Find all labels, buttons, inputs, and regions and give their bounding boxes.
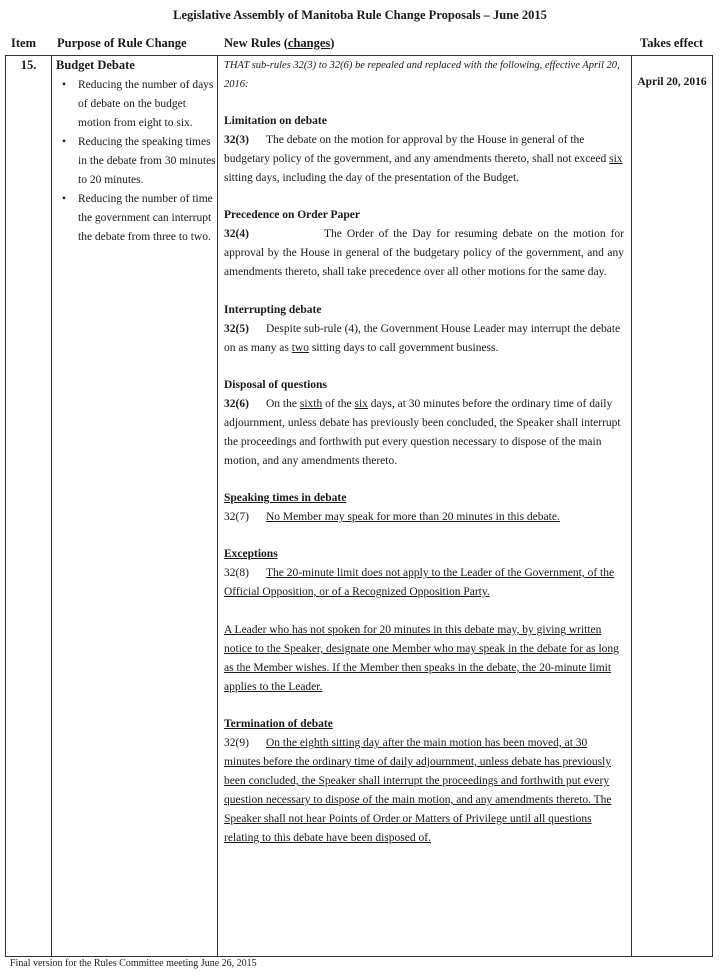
new-rules-cell (224, 56, 624, 848)
rule-text: On the (266, 398, 300, 410)
rule-change: six (609, 153, 623, 165)
bullet-icon: • (62, 79, 67, 91)
rule-text: sitting days, including the day of the presentation of the Budget. (224, 172, 520, 184)
document-title: Legislative Assembly of Manitoba Rule Change Proposals – June 2015 (173, 8, 547, 22)
rule-change: sixth (299, 398, 323, 410)
rule-text: On the eighth sitting day after the main motion has been moved, at 30 minutes before the ordinary time of daily adjournment, unless debate has previously been concluded, the Speaker shall interrupt the proceedings and forthwith put every question necessary to dispose of the main motion, and any amendments thereto. The Speaker shall not hear Points of Order or Matters of Privilege until all questions relating to this debate have been disposed of. (224, 737, 612, 844)
header-changes: changes (287, 36, 331, 50)
rule-text: days, at 30 minutes before the ordinary time of daily adjournment, unless debate has previously been concluded, the Speaker shall interrupt the proceedings and forthwith put every question necessary to dispose of the main motion, and any amendments thereto. (224, 398, 621, 467)
section-body (224, 320, 624, 358)
header-new-rules (224, 36, 334, 51)
section-body (224, 734, 624, 848)
section-32-4 (224, 206, 624, 282)
section-32-8 (224, 545, 624, 697)
purpose-list (56, 76, 216, 247)
rule-number: 32(8) (224, 567, 249, 579)
section-heading: Termination of debate (224, 718, 333, 730)
item-number: 15. (20, 58, 37, 72)
rule-number: 32(7) (224, 511, 249, 523)
section-32-6 (224, 376, 624, 471)
header-item: Item (11, 36, 36, 50)
section-body (224, 131, 624, 188)
section-32-3 (224, 112, 624, 188)
rule-number: 32(4) (224, 228, 249, 240)
rule-text: The debate on the motion for approval by the House in general of the budgetary policy of the government, and any amendments thereto, shall not exceed (224, 134, 610, 165)
section-body (224, 508, 624, 527)
purpose-bullet-text: Reducing the number of days of debate on the budget motion from eight to six. (78, 79, 214, 129)
section-32-7 (224, 489, 624, 527)
takes-effect-date: April 20, 2016 (637, 76, 707, 88)
rule-number: 32(6) (224, 398, 249, 410)
rule-change: two (291, 342, 309, 354)
header-takes-effect: Takes effect (640, 36, 704, 50)
section-heading: Interrupting debate (224, 304, 322, 316)
purpose-bullet-text: Reducing the number of time the government can interrupt the debate from three to two. (78, 193, 213, 243)
section-body (224, 395, 624, 471)
rule-text: The 20-minute limit does not apply to the Leader of the Government, of the Official Opposition, or of a Recognized Opposition Party. (224, 567, 615, 598)
section-32-5 (224, 301, 624, 358)
purpose-bullet (62, 190, 216, 247)
rule-text: of the (322, 398, 355, 410)
purpose-cell (56, 58, 216, 247)
rule-number: 32(5) (224, 323, 249, 335)
intro-text: THAT sub-rules 32(3) to 32(6) be repealed and replaced with the following, effective April 20, 2016: (224, 60, 620, 90)
rule-text: Despite sub-rule (4), the Government House Leader may interrupt the debate on as many as (224, 323, 621, 354)
column-divider (631, 56, 632, 956)
section-body (224, 564, 624, 602)
rule-text: sitting days to call government business. (308, 342, 499, 354)
column-divider (51, 56, 52, 956)
section-extra-paragraph: A Leader who has not spoken for 20 minutes in this debate may, by giving written notice to the Speaker, designate one Member who may speak in the debate for as long as the Member wishes. If the Member then speaks in the debate, the 20-minute limit applies to the Leader. (224, 624, 619, 693)
section-heading: Disposal of questions (224, 379, 327, 391)
column-divider (217, 56, 218, 956)
section-heading: Exceptions (224, 548, 278, 560)
section-heading: Precedence on Order Paper (224, 209, 360, 221)
document-footer: Final version for the Rules Committee meeting June 26, 2015 (10, 958, 257, 969)
rule-number: 32(9) (224, 737, 249, 749)
section-heading: Limitation on debate (224, 115, 327, 127)
purpose-title: Budget Debate (56, 58, 135, 72)
bullet-icon: • (62, 193, 67, 205)
rule-change-table (5, 55, 713, 957)
section-body (224, 225, 624, 282)
rule-text: The Order of the Day for resuming debate on the motion for approval by the House in general of the budgetary policy of the government, and any amendments thereto, shall take precedence over all other motions for the same day. (224, 228, 624, 278)
rule-number: 32(3) (224, 134, 249, 146)
header-purpose: Purpose of Rule Change (57, 36, 187, 50)
header-new-rules-suffix: ) (330, 36, 335, 50)
rule-change: six (354, 398, 368, 410)
header-new-rules-prefix: New Rules ( (224, 36, 288, 50)
purpose-bullet (62, 76, 216, 133)
section-heading: Speaking times in debate (224, 492, 347, 504)
purpose-bullet-text: Reducing the speaking times in the debate from 30 minutes to 20 minutes. (78, 136, 216, 186)
section-32-9 (224, 715, 624, 848)
bullet-icon: • (62, 136, 67, 148)
purpose-bullet (62, 133, 216, 190)
rule-text: No Member may speak for more than 20 minutes in this debate. (266, 511, 560, 523)
